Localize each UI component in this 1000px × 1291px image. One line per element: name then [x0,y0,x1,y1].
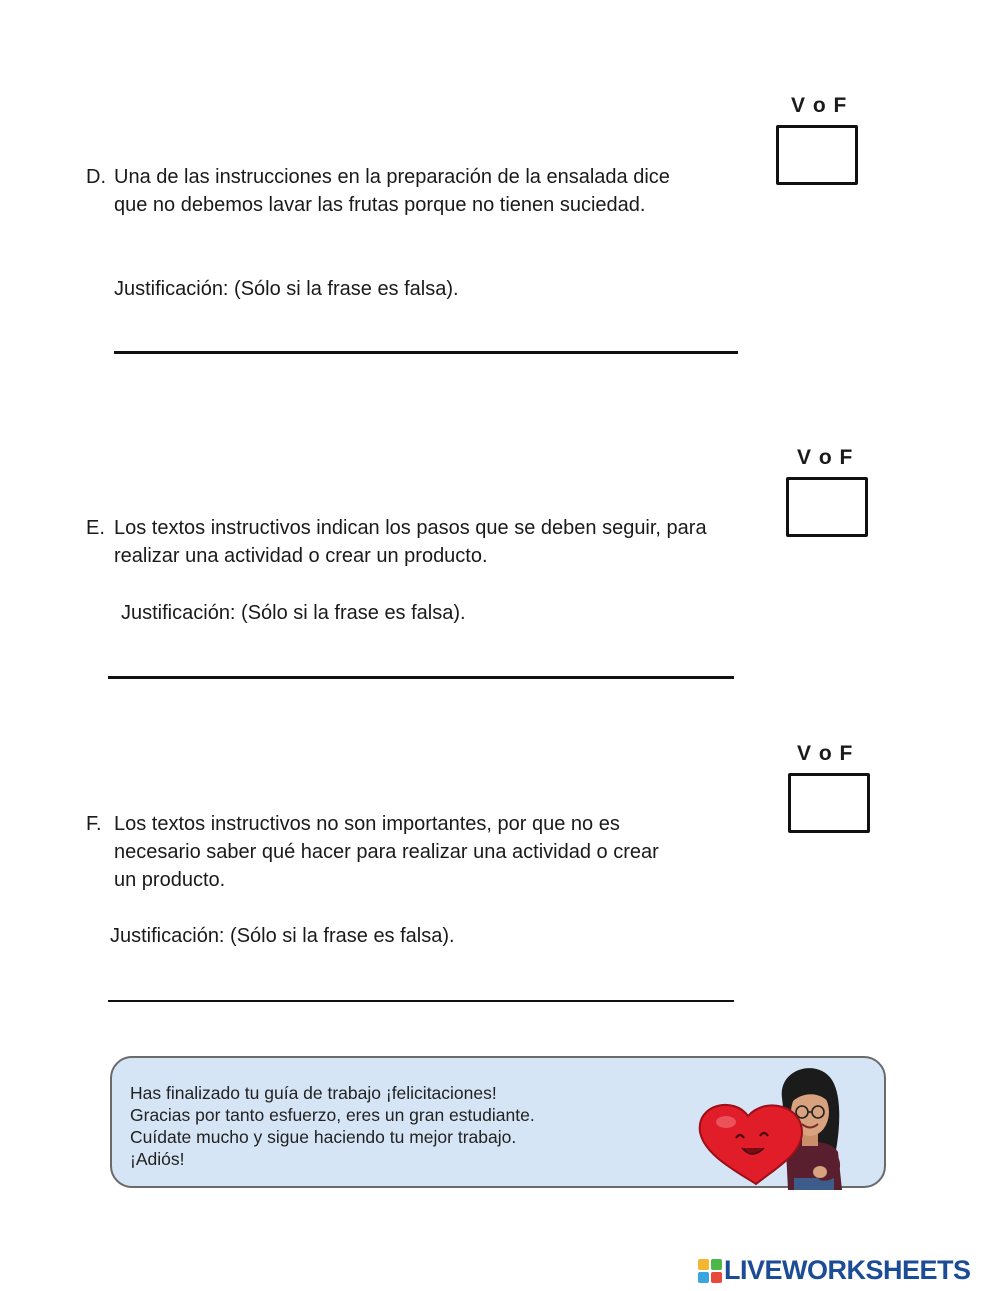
vof-answer-box-f[interactable] [788,773,870,833]
farewell-line: ¡Adiós! [130,1149,185,1169]
farewell-banner [110,1056,886,1188]
vof-label-f: V o F [797,742,854,765]
question-text-e [114,514,707,570]
question-letter-d: D. [86,166,106,188]
farewell-line: Has finalizado tu guía de trabajo ¡felicitaciones! [130,1083,497,1103]
question-text-line: realizar una actividad o crear un producto. [114,545,488,567]
liveworksheets-brand [698,1256,998,1286]
farewell-line: Gracias por tanto esfuerzo, eres un gran estudiante. [130,1105,535,1125]
question-text-line: Los textos instructivos indican los pasos que se deben seguir, para [114,517,707,539]
vof-label-e: V o F [797,446,854,469]
liveworksheets-logo-icon [698,1259,722,1283]
question-text-line: Una de las instrucciones en la preparación de la ensalada dice [114,166,670,188]
justification-label-d: Justificación: (Sólo si la frase es falsa). [114,278,459,300]
justification-answer-line-f[interactable] [108,1000,734,1002]
question-text-d [114,163,670,219]
justification-label-e: Justificación: (Sólo si la frase es falsa). [121,602,466,624]
question-letter-f: F. [86,813,102,835]
justification-answer-line-d[interactable] [114,351,738,354]
brand-name: LIVEWORKSHEETS [724,1255,971,1285]
vof-label-d: V o F [791,94,848,117]
question-text-line: necesario saber qué hacer para realizar una actividad o crear [114,841,659,863]
teacher-avatar-with-heart-icon [690,1058,860,1190]
question-text-line: un producto. [114,869,226,891]
farewell-message [130,1082,535,1170]
farewell-line: Cuídate mucho y sigue haciendo tu mejor trabajo. [130,1127,517,1147]
vof-answer-box-d[interactable] [776,125,858,185]
question-text-line: que no debemos lavar las frutas porque no tienen suciedad. [114,194,646,216]
justification-label-f: Justificación: (Sólo si la frase es falsa). [110,925,455,947]
justification-answer-line-e[interactable] [108,676,734,679]
question-text-line: Los textos instructivos no son importantes, por que no es [114,813,620,835]
question-text-f [114,810,659,894]
question-letter-e: E. [86,517,105,539]
vof-answer-box-e[interactable] [786,477,868,537]
